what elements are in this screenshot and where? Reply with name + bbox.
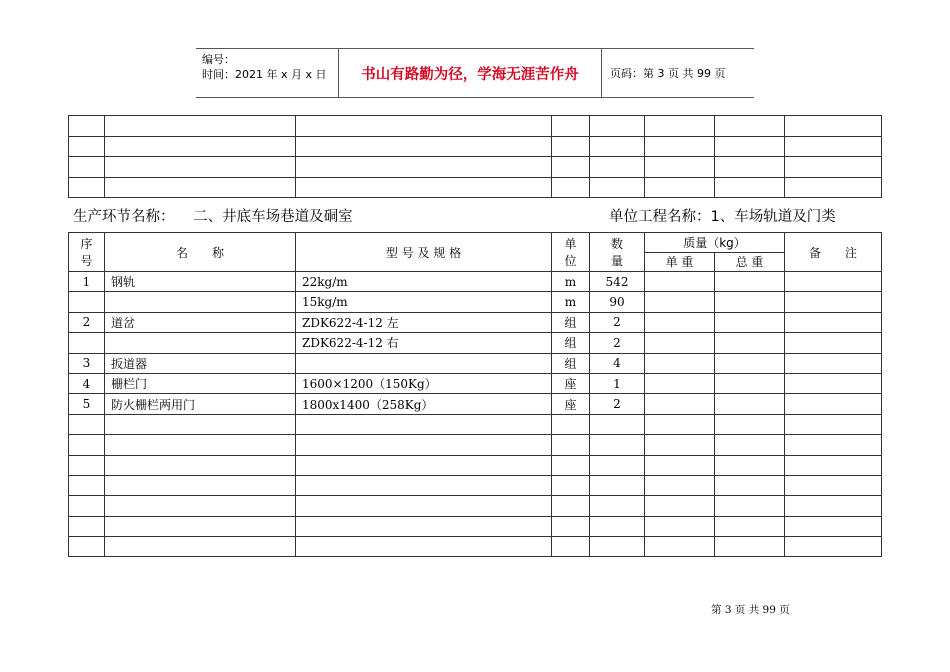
page-footer: 第 3 页 共 99 页 [711, 604, 790, 616]
seq-cell [69, 496, 105, 516]
unit-weight-cell [645, 496, 715, 516]
table-cell [645, 157, 715, 178]
qty-cell: 4 [590, 353, 645, 373]
unit-project-label: 单位工程名称： [609, 209, 711, 225]
qty-cell: 2 [590, 312, 645, 332]
spec-cell [296, 435, 552, 455]
remarks-cell [785, 455, 882, 475]
total-weight-cell [715, 475, 785, 495]
seq-cell [69, 333, 105, 353]
unit-weight-cell [645, 373, 715, 393]
remarks-cell [785, 516, 882, 536]
seq-cell [69, 455, 105, 475]
unit-cell: m [552, 292, 590, 312]
table-cell [715, 157, 785, 178]
total-weight-cell [715, 353, 785, 373]
unit-weight-cell [645, 475, 715, 495]
name-cell: 道岔 [105, 312, 296, 332]
qty-cell: 90 [590, 292, 645, 312]
unit-project-line [609, 205, 836, 226]
table-cell [645, 136, 715, 157]
spec-cell: 15kg/m [296, 292, 552, 312]
table-cell [105, 136, 296, 157]
remarks-header: 备 注 [785, 233, 882, 272]
table-cell [645, 177, 715, 198]
table-cell [785, 136, 882, 157]
table-row [69, 272, 882, 292]
name-cell [105, 435, 296, 455]
table-row [69, 312, 882, 332]
unit-cell [552, 537, 590, 557]
unit-weight-cell [645, 394, 715, 414]
table-row [69, 333, 882, 353]
table-row [69, 292, 882, 312]
time-label: 时间：2021 年 x 月 x 日 [202, 68, 327, 81]
spec-header: 型 号 及 规 格 [296, 233, 552, 272]
name-cell [105, 455, 296, 475]
table-cell [69, 177, 105, 198]
page-code: 页码：第 3 页 共 99 页 [610, 67, 726, 80]
table-cell [590, 136, 645, 157]
qty-cell [590, 475, 645, 495]
unit-cell [552, 496, 590, 516]
seq-cell [69, 475, 105, 495]
seq-cell: 3 [69, 353, 105, 373]
qty-cell: 2 [590, 333, 645, 353]
name-cell: 防火栅栏两用门 [105, 394, 296, 414]
header-meta [196, 49, 339, 97]
spec-cell [296, 516, 552, 536]
seq-cell: 4 [69, 373, 105, 393]
table-row [69, 455, 882, 475]
name-cell [105, 333, 296, 353]
table-row [69, 537, 882, 557]
table-cell [296, 177, 552, 198]
remarks-cell [785, 312, 882, 332]
remarks-cell [785, 353, 882, 373]
total-weight-cell [715, 414, 785, 434]
table-row [69, 496, 882, 516]
qty-cell [590, 455, 645, 475]
seq-cell [69, 414, 105, 434]
continuation-table [68, 115, 882, 198]
name-cell [105, 537, 296, 557]
table-cell [69, 136, 105, 157]
header-row [69, 233, 882, 253]
total-weight-cell [715, 312, 785, 332]
table-row [69, 373, 882, 393]
table-cell [105, 157, 296, 178]
unit-cell [552, 414, 590, 434]
remarks-cell [785, 537, 882, 557]
unit-weight-header: 单 重 [645, 252, 715, 272]
unit-cell [552, 475, 590, 495]
unit-cell [552, 455, 590, 475]
unit-weight-cell [645, 537, 715, 557]
qty-cell [590, 496, 645, 516]
seq-cell: 2 [69, 312, 105, 332]
unit-cell: 座 [552, 373, 590, 393]
seq-cell [69, 435, 105, 455]
total-weight-cell [715, 537, 785, 557]
remarks-cell [785, 475, 882, 495]
unit-cell: 组 [552, 353, 590, 373]
table-cell [645, 116, 715, 137]
remarks-cell [785, 272, 882, 292]
name-header: 名 称 [105, 233, 296, 272]
total-weight-cell [715, 333, 785, 353]
total-weight-cell [715, 394, 785, 414]
unit-cell: 座 [552, 394, 590, 414]
unit-cell: m [552, 272, 590, 292]
qty-cell [590, 414, 645, 434]
spec-cell: ZDK622-4-12 左 [296, 312, 552, 332]
motto: 书山有路勤为径，学海无涯苦作舟 [339, 49, 602, 97]
table-row [69, 394, 882, 414]
table-row [69, 177, 882, 198]
table-cell [785, 116, 882, 137]
table-row [69, 353, 882, 373]
table-cell [296, 157, 552, 178]
table-row [69, 157, 882, 178]
name-cell: 扳道器 [105, 353, 296, 373]
spec-cell: ZDK622-4-12 右 [296, 333, 552, 353]
table-cell [105, 177, 296, 198]
total-weight-cell [715, 516, 785, 536]
table-cell [715, 116, 785, 137]
total-weight-cell [715, 496, 785, 516]
table-cell [590, 177, 645, 198]
name-cell [105, 496, 296, 516]
seq-cell [69, 537, 105, 557]
table-cell [552, 177, 590, 198]
remarks-cell [785, 435, 882, 455]
table-cell [715, 136, 785, 157]
table-row [69, 414, 882, 434]
materials-table [68, 232, 882, 557]
spec-cell [296, 414, 552, 434]
table-cell [69, 116, 105, 137]
table-row [69, 116, 882, 137]
table-cell [552, 136, 590, 157]
table-row [69, 475, 882, 495]
spec-cell [296, 455, 552, 475]
total-weight-cell [715, 272, 785, 292]
spec-cell [296, 353, 552, 373]
total-weight-header: 总 重 [715, 252, 785, 272]
table-row [69, 136, 882, 157]
spec-cell [296, 496, 552, 516]
table-cell [552, 116, 590, 137]
unit-weight-cell [645, 455, 715, 475]
unit-cell [552, 435, 590, 455]
qty-cell: 1 [590, 373, 645, 393]
seq-cell: 5 [69, 394, 105, 414]
name-cell [105, 516, 296, 536]
total-weight-cell [715, 292, 785, 312]
mass-header: 质量（kg） [645, 233, 785, 253]
name-cell [105, 292, 296, 312]
production-link-line [73, 205, 353, 226]
name-cell: 栅栏门 [105, 373, 296, 393]
name-cell [105, 475, 296, 495]
remarks-cell [785, 373, 882, 393]
total-weight-cell [715, 455, 785, 475]
table-cell [785, 157, 882, 178]
qty-cell: 2 [590, 394, 645, 414]
seq-cell: 1 [69, 272, 105, 292]
qty-cell: 542 [590, 272, 645, 292]
unit-cell: 组 [552, 333, 590, 353]
remarks-cell [785, 496, 882, 516]
table-cell [715, 177, 785, 198]
document-header [196, 48, 754, 98]
total-weight-cell [715, 373, 785, 393]
name-cell [105, 414, 296, 434]
spec-cell: 1800x1400（258Kg） [296, 394, 552, 414]
spec-cell [296, 537, 552, 557]
table-cell [105, 116, 296, 137]
number-label: 编号： [202, 53, 235, 66]
remarks-cell [785, 394, 882, 414]
remarks-cell [785, 333, 882, 353]
table-row [69, 516, 882, 536]
unit-weight-cell [645, 312, 715, 332]
seq-header: 序 号 [69, 233, 105, 272]
spec-cell: 1600×1200（150Kg） [296, 373, 552, 393]
unit-weight-cell [645, 333, 715, 353]
table-cell [552, 157, 590, 178]
unit-cell: 组 [552, 312, 590, 332]
unit-project-value: 1、车场轨道及门类 [710, 209, 836, 225]
unit-weight-cell [645, 516, 715, 536]
remarks-cell [785, 292, 882, 312]
table-cell [590, 157, 645, 178]
unit-header: 单 位 [552, 233, 590, 272]
table-cell [785, 177, 882, 198]
spec-cell: 22kg/m [296, 272, 552, 292]
unit-weight-cell [645, 435, 715, 455]
table-cell [296, 136, 552, 157]
qty-cell [590, 537, 645, 557]
unit-weight-cell [645, 414, 715, 434]
unit-weight-cell [645, 292, 715, 312]
spec-cell [296, 475, 552, 495]
production-link-label: 生产环节名称： [73, 209, 175, 225]
production-link-value: 二、井底车场巷道及硐室 [193, 209, 353, 225]
name-cell: 钢轨 [105, 272, 296, 292]
total-weight-cell [715, 435, 785, 455]
qty-cell [590, 435, 645, 455]
unit-cell [552, 516, 590, 536]
table-cell [590, 116, 645, 137]
seq-cell [69, 292, 105, 312]
unit-weight-cell [645, 272, 715, 292]
table-cell [69, 157, 105, 178]
table-row [69, 435, 882, 455]
remarks-cell [785, 414, 882, 434]
qty-cell [590, 516, 645, 536]
seq-cell [69, 516, 105, 536]
unit-weight-cell [645, 353, 715, 373]
qty-header: 数 量 [590, 233, 645, 272]
table-cell [296, 116, 552, 137]
